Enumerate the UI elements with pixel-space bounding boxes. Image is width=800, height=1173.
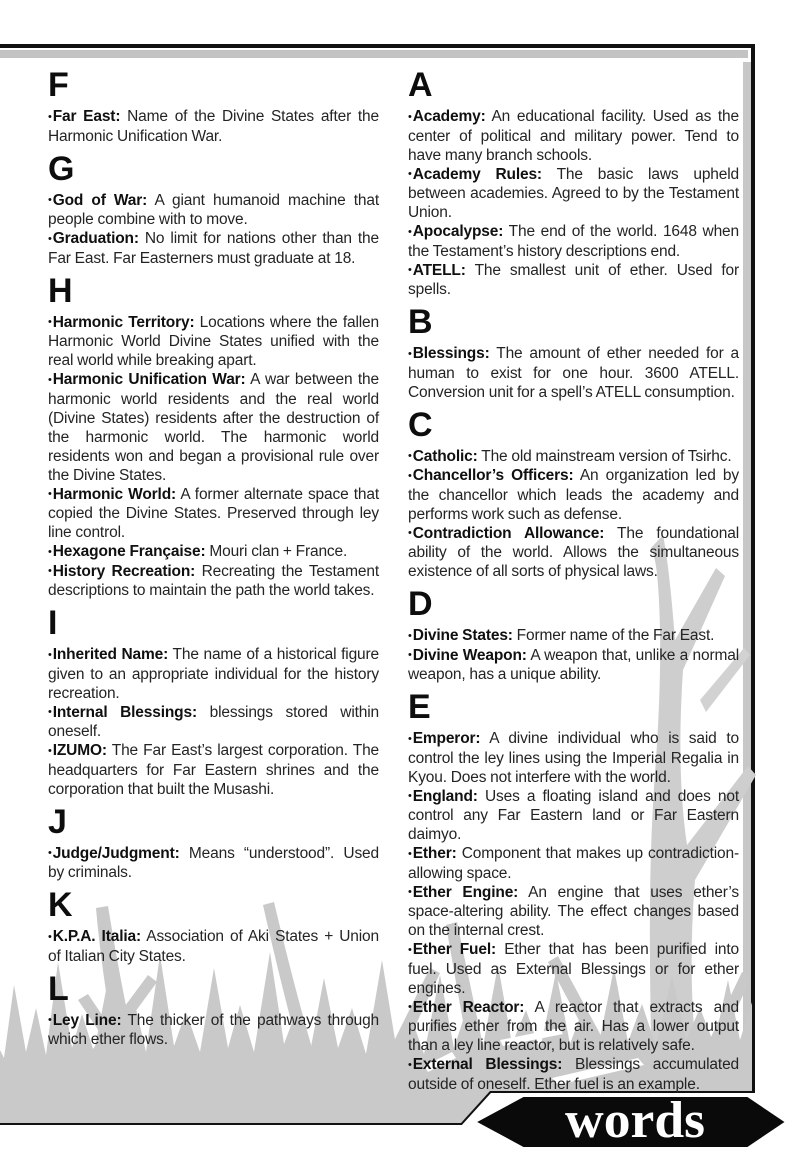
section-letter-h: H xyxy=(48,271,73,310)
bullet-icon: • xyxy=(408,886,412,898)
section-letter-i: I xyxy=(48,604,57,642)
bullet-icon: • xyxy=(408,225,412,238)
entry-definition: Former name of the Far East. xyxy=(516,627,715,644)
bullet-icon: • xyxy=(408,450,412,462)
entry-term: Blessings: xyxy=(412,345,490,362)
bullet-icon: • xyxy=(48,232,52,245)
bullet-icon: • xyxy=(408,264,412,276)
entry-term: Chancellor’s Officers: xyxy=(412,467,574,484)
entry-definition: An organization led by the chancellor which leads the academy and performs work such as defense. xyxy=(408,467,739,523)
bullet-icon: • xyxy=(48,488,52,500)
entry-term: Apocalypse: xyxy=(412,223,504,240)
entry-definition: A war between the harmonic world residents and the real world (Divine States) residents after the destruction of the harmonic world. The harmonic world residents won and began a provisional rule over the Divine States. xyxy=(48,371,379,484)
entry-definition: The old mainstream version of Tsirhc. xyxy=(481,447,732,465)
bullet-icon: • xyxy=(48,1014,52,1026)
entry-term: God of War: xyxy=(52,191,148,209)
entry-term: Ether Reactor: xyxy=(412,998,525,1016)
entry-term: Harmonic World: xyxy=(52,485,177,503)
entry-term: K.P.A. Italia: xyxy=(52,928,141,945)
entry-term: External Blessings: xyxy=(412,1056,563,1073)
bullet-icon: • xyxy=(48,545,52,558)
entry-definition: Name of the Divine States after the Harmonic Unification War. xyxy=(48,108,379,145)
bullet-icon: • xyxy=(408,527,412,539)
entry-definition: Recreating the Testament descriptions to maintain the path the world takes. xyxy=(48,562,379,599)
entry-term: Far East: xyxy=(52,108,121,125)
entry-term: Graduation: xyxy=(52,230,139,247)
entry-definition: The basic laws upheld between academies. Agreed to by the Testament Union. xyxy=(408,165,740,221)
words-banner-label: words xyxy=(565,1092,705,1149)
entry-definition: A divine individual who is said to control the ley lines using the Imperial Regalia in Kyou. Does not interfere with the world. xyxy=(408,730,739,786)
section-letter-e: E xyxy=(408,688,431,726)
entry-term: Inherited Name: xyxy=(52,646,169,663)
entry-term: Internal Blessings: xyxy=(52,703,197,721)
entry-term: History Recreation: xyxy=(52,562,196,580)
section-letter-j: J xyxy=(48,802,67,841)
entry-definition: The name of a historical figure given to an appropriate individual for the history recreation. xyxy=(48,646,380,702)
entry-term: Divine States: xyxy=(412,627,513,644)
entry-definition: An educational facility. Used as the center of political and military power. Tend to have many branch schools. xyxy=(408,108,739,164)
entry-definition: Blessings accumulated outside of oneself. Ether fuel is an example. xyxy=(408,1056,740,1093)
entry-definition: The smallest unit of ether. Used for spells. xyxy=(408,261,739,298)
entry-definition: Uses a floating island and does not control any Far Eastern land or Far Eastern daimyo. xyxy=(408,787,739,843)
bullet-icon: • xyxy=(48,373,52,386)
section-letter-a: A xyxy=(408,66,433,104)
bullet-icon: • xyxy=(48,930,52,943)
entry-term: Ley Line: xyxy=(52,1011,122,1029)
entry-definition: No limit for nations other than the Far East. Far Easterners must graduate at 18. xyxy=(48,230,379,267)
entry-definition: Component that makes up contradiction-allowing space. xyxy=(408,845,739,882)
entry-term: England: xyxy=(412,787,478,805)
bullet-icon: • xyxy=(48,565,52,577)
entry-definition: An engine that uses ether’s space-altering ability. The effect changes based on the internal crest. xyxy=(408,883,739,939)
entry-definition: A former alternate space that copied the Divine States. Preserved through ley line control. xyxy=(48,485,379,541)
section-letter-f: F xyxy=(48,66,69,104)
entry-definition: Ether that has been purified into fuel. Used as External Blessings or for ether engines. xyxy=(408,941,739,997)
entry-term: Academy: xyxy=(412,108,486,125)
bullet-icon: • xyxy=(48,194,52,206)
bullet-icon: • xyxy=(408,469,412,482)
section-letter-k: K xyxy=(48,886,73,924)
bullet-icon: • xyxy=(408,110,412,123)
section-letter-l: L xyxy=(48,969,69,1008)
entry-term: Ether: xyxy=(412,845,457,862)
bullet-icon: • xyxy=(48,110,52,123)
section-letter-g: G xyxy=(48,149,74,188)
bullet-icon: • xyxy=(48,706,52,718)
entry-definition: The end of the world. 1648 when the Testament’s history descriptions end. xyxy=(408,223,739,260)
bullet-icon: • xyxy=(48,316,52,328)
bullet-icon: • xyxy=(408,649,412,661)
bullet-icon: • xyxy=(408,629,412,642)
entry-term: Harmonic Territory: xyxy=(52,313,195,331)
bullet-icon: • xyxy=(408,790,412,802)
entry-term: Divine Weapon: xyxy=(412,646,527,664)
entry-term: ATELL: xyxy=(412,261,466,279)
entry-definition: Mouri clan + France. xyxy=(209,543,348,560)
entry-definition: The thicker of the pathways through which ether flows. xyxy=(48,1011,380,1048)
bullet-icon: • xyxy=(48,744,52,757)
entry-term: Contradiction Allowance: xyxy=(412,524,605,542)
entry-definition: The foundational ability of the world. Allows the simultaneous existence of all sorts of physical laws. xyxy=(408,524,740,580)
bullet-icon: • xyxy=(408,847,412,860)
bullet-icon: • xyxy=(408,732,412,745)
entry-definition: A weapon that, unlike a normal weapon, has a unique ability. xyxy=(408,646,740,683)
bullet-icon: • xyxy=(48,648,52,661)
entry-term: Harmonic Unification War: xyxy=(52,371,246,388)
entry-definition: Locations where the fallen Harmonic World Divine States unified with the real world while breaking apart. xyxy=(48,313,380,369)
entry-term: Academy Rules: xyxy=(412,165,542,183)
entry-term: IZUMO: xyxy=(52,742,107,759)
bullet-icon: • xyxy=(408,1058,412,1071)
bullet-icon: • xyxy=(408,347,412,360)
section-letter-c: C xyxy=(408,405,433,444)
entry-definition: Means “understood”. Used by criminals. xyxy=(48,844,380,881)
entry-term: Catholic: xyxy=(412,447,478,465)
section-letter-b: B xyxy=(408,303,433,341)
entry-definition: The amount of ether needed for a human to exist for one hour. 3600 ATELL. Conversion unit for a spell’s ATELL consumption. xyxy=(408,345,739,401)
entry-term: Ether Engine: xyxy=(412,883,519,901)
entry-definition: A giant humanoid machine that people combine with to move. xyxy=(48,191,379,228)
entry-definition: A reactor that extracts and purifies ether from the air. Has a lower output than a ley line reactor, but is relatively safe. xyxy=(408,998,739,1054)
entry-term: Hexagone Française: xyxy=(52,543,206,560)
bullet-icon: • xyxy=(408,1001,412,1013)
entry-definition: Association of Aki States + Union of Italian City States. xyxy=(48,928,379,965)
bullet-icon: • xyxy=(408,943,412,956)
entry-term: Judge/Judgment: xyxy=(52,844,180,862)
entry-definition: The Far East’s largest corporation. The headquarters for Far Eastern shrines and the corporation that built the Musashi. xyxy=(48,742,380,798)
bullet-icon: • xyxy=(48,847,52,859)
entry-term: Ether Fuel: xyxy=(412,941,497,958)
bullet-icon: • xyxy=(408,168,412,180)
entry-definition: blessings stored within oneself. xyxy=(48,703,380,740)
entry-term: Emperor: xyxy=(412,730,481,747)
section-letter-d: D xyxy=(408,585,433,623)
